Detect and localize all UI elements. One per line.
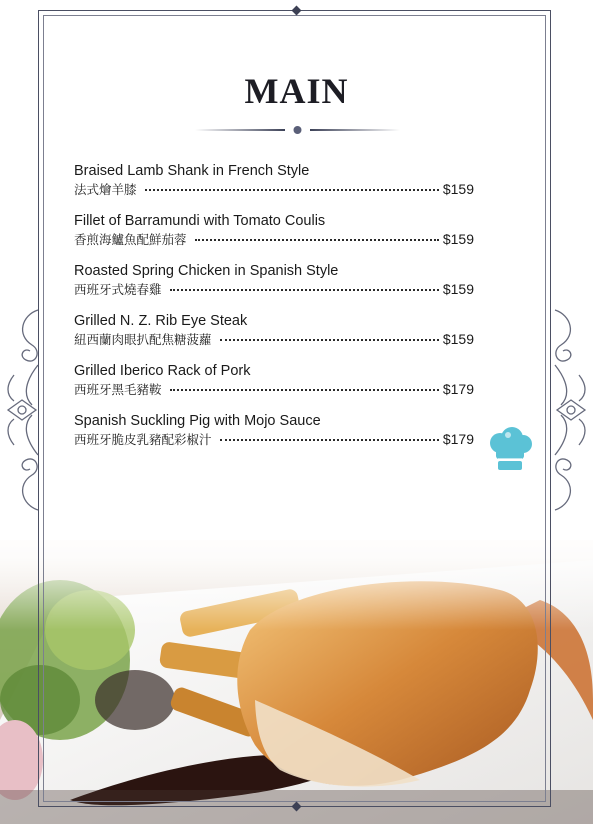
dotted-leader (220, 339, 439, 341)
dish-price: $159 (442, 231, 474, 247)
chef-hat-icon (486, 427, 534, 473)
dotted-leader (170, 389, 439, 391)
dish-name-en: Grilled Iberico Rack of Pork (74, 363, 251, 379)
dish-name-zh: 香煎海鱸魚配鮮茄蓉 (74, 232, 187, 247)
dish-price: $159 (442, 181, 474, 197)
menu-item (74, 262, 474, 312)
menu-item (74, 362, 474, 412)
page-title: MAIN (244, 71, 349, 111)
dotted-leader (170, 289, 439, 291)
dish-name-zh: 西班牙脆皮乳豬配彩椒汁 (74, 432, 212, 447)
dish-name-zh: 紐西蘭肉眼扒配焦糖菠蘿 (74, 332, 212, 347)
dish-name-en: Braised Lamb Shank in French Style (74, 163, 310, 179)
menu-item (74, 162, 474, 212)
dish-name-en: Fillet of Barramundi with Tomato Coulis (74, 213, 326, 229)
scroll-ornament-icon (551, 305, 591, 515)
dotted-leader (145, 189, 439, 191)
scroll-ornament-icon (2, 305, 42, 515)
dish-price: $159 (442, 331, 474, 347)
dish-price: $179 (442, 431, 474, 447)
menu-list (74, 162, 474, 462)
divider-ornament-icon (195, 122, 400, 138)
menu-item (74, 212, 474, 262)
menu-item (74, 412, 474, 462)
dish-name-en: Grilled N. Z. Rib Eye Steak (74, 313, 248, 329)
dish-name-zh: 法式燴羊膝 (74, 182, 137, 197)
dish-price: $159 (442, 281, 474, 297)
dish-name-zh: 西班牙黑毛豬鞍 (74, 382, 162, 397)
dish-price: $179 (442, 381, 474, 397)
dish-name-zh: 西班牙式燒春雞 (74, 282, 162, 297)
dish-name-en: Roasted Spring Chicken in Spanish Style (74, 263, 339, 279)
dish-name-en: Spanish Suckling Pig with Mojo Sauce (74, 413, 321, 429)
menu-item (74, 312, 474, 362)
dotted-leader (195, 239, 439, 241)
dotted-leader (220, 439, 439, 441)
